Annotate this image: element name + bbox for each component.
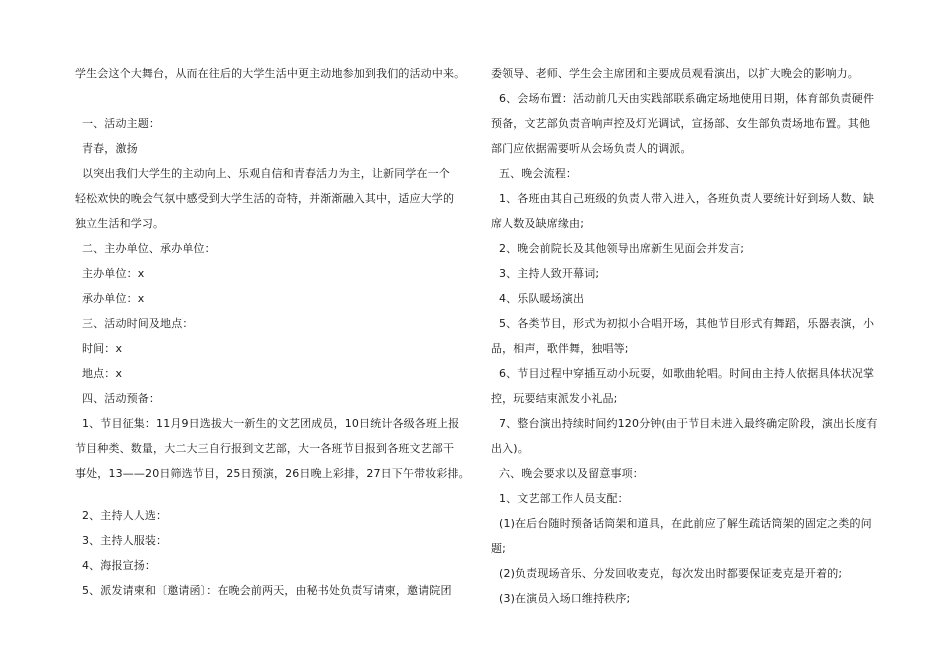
paragraph-line: 题;: [491, 542, 507, 555]
section-heading: 四、活动预备：: [82, 392, 161, 405]
paragraph-line: 节目种类、数量，大二大三自行报到文艺部，大一各班节目报到各班文艺部干: [75, 442, 455, 455]
paragraph-line: 部门应依据需要听从会场负责人的调派。: [491, 142, 692, 155]
paragraph-line: 主办单位：x: [82, 267, 145, 280]
paragraph-line: 5、各类节目，形式为初拟小合唱开场，其他节目形式有舞蹈，乐器表演，小: [499, 317, 875, 330]
paragraph-line: 事处，13——20日筛选节目，25日预演，26日晚上彩排，27日下午带妆彩排。: [75, 467, 470, 480]
section-heading: 五、晚会流程：: [499, 167, 578, 180]
paragraph-line: (1)在后台随时预备话筒架和道具，在此前应了解生疏话筒架的固定之类的问: [499, 517, 872, 530]
section-heading: 六、晚会要求以及留意事项：: [499, 467, 644, 480]
paragraph-line: 学生会这个大舞台，从而在往后的大学生活中更主动地参加到我们的活动中来。: [75, 67, 466, 80]
paragraph-line: 轻松欢快的晚会气氛中感受到大学生活的奇特，并渐渐融入其中，适应大学的: [75, 192, 455, 205]
section-heading: 二、主办单位、承办单位：: [82, 242, 216, 255]
paragraph-line: 控，玩要结束派发小礼品;: [491, 392, 618, 405]
paragraph-line: 预备，文艺部负责音响声控及灯光调试，宣扬部、女生部负责场地布置。其他: [491, 117, 871, 130]
paragraph-line: 4、乐队暖场演出: [499, 292, 585, 305]
paragraph-line: (2)负责现场音乐、分发回收麦克，每次发出时都要保证麦克是开着的;: [499, 567, 843, 580]
paragraph-line: 3、主持人服装：: [82, 534, 168, 547]
paragraph-line: 品，相声，歌伴舞，独唱等;: [491, 342, 629, 355]
paragraph-line: 3、主持人致开幕词;: [499, 267, 600, 280]
section-heading: 三、活动时间及地点：: [82, 317, 194, 330]
paragraph-line: 以突出我们大学生的主动向上、乐观自信和青春活力为主，让新同学在一个: [82, 167, 450, 180]
paragraph-line: (3)在演员入场口维持秩序;: [499, 592, 631, 605]
paragraph-line: 4、海报宣扬：: [82, 559, 157, 572]
paragraph-line: 地点：x: [82, 367, 123, 380]
paragraph-line: 承办单位：x: [82, 292, 145, 305]
section-heading: 一、活动主题：: [82, 117, 161, 130]
paragraph-line: 青春，激扬: [82, 142, 138, 155]
paragraph-line: 1、文艺部工作人员支配：: [499, 492, 629, 505]
paragraph-line: 7、整台演出持续时间约120分钟(由于节目未进入最终确定阶段，演出长度有: [499, 417, 878, 430]
paragraph-line: 6、节目过程中穿插互动小玩耍，如歌曲轮唱。时间由主持人依据具体状况掌: [499, 367, 875, 380]
paragraph-line: 委领导、老师、学生会主席团和主要成员观看演出，以扩大晚会的影响力。: [491, 67, 859, 80]
paragraph-line: 6、会场布置：活动前几天由实践部联系确定场地使用日期，体育部负责硬件: [499, 92, 875, 105]
paragraph-line: 2、晚会前院长及其他领导出席新生见面会并发言;: [499, 242, 745, 255]
paragraph-line: 1、各班由其自己班级的负责人带入进入，各班负责人要统计好到场人数、缺: [499, 192, 875, 205]
paragraph-line: 5、派发请柬和〔邀请函〕：在晚会前两天，由秘书处负责写请柬，邀请院团: [82, 584, 452, 597]
paragraph-line: 2、主持人人选：: [82, 509, 168, 522]
paragraph-line: 独立生活和学习。: [75, 217, 165, 230]
paragraph-line: 时间：x: [82, 342, 123, 355]
paragraph-line: 1、节目征集：11月9日选拔大一新生的文艺团成员，10日统计各级各班上报: [82, 417, 460, 430]
paragraph-line: 出入)。: [491, 442, 529, 455]
paragraph-line: 席人数及缺席缘由;: [491, 217, 585, 230]
